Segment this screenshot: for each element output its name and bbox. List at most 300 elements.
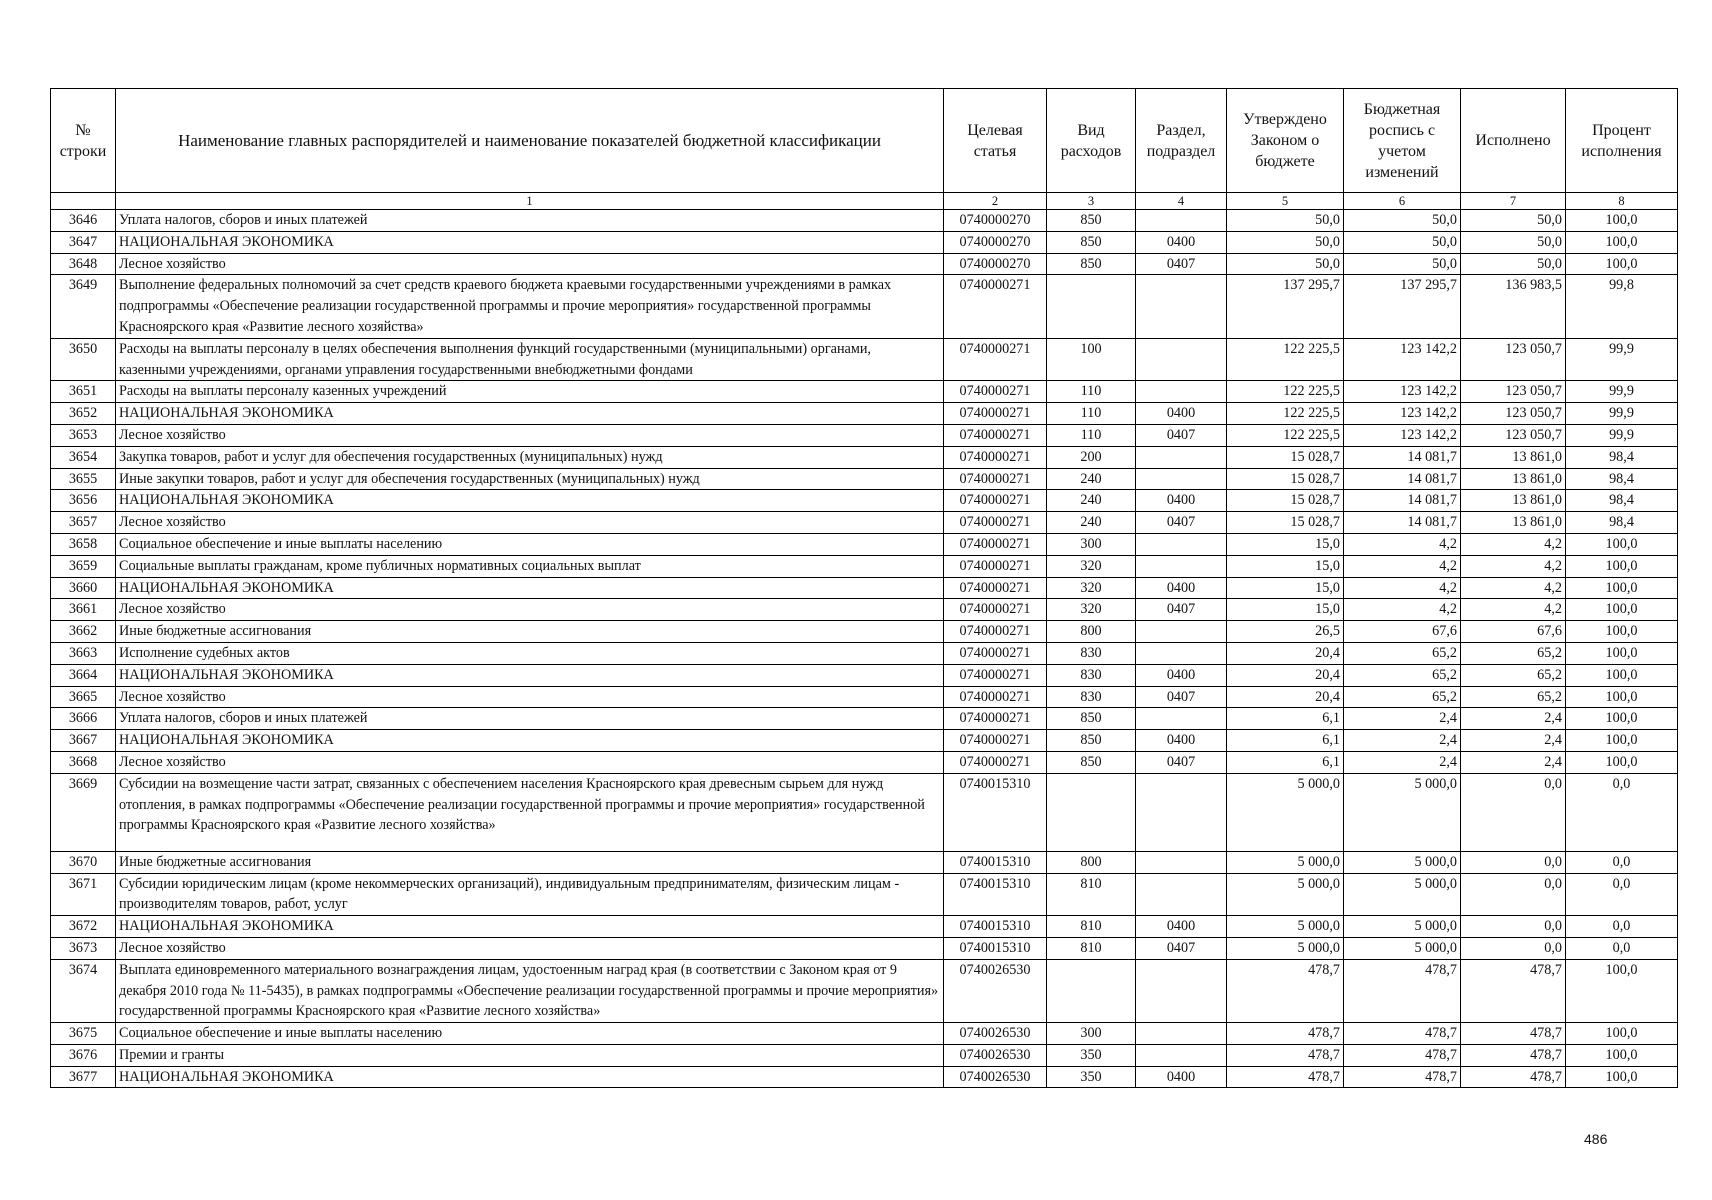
row-section: 0407 [1136, 512, 1227, 534]
row-target-article: 0740000271 [944, 642, 1047, 664]
row-percent: 100,0 [1566, 730, 1678, 752]
row-name: Лесное хозяйство [116, 686, 944, 708]
row-executed: 2,4 [1461, 730, 1566, 752]
row-section: 0400 [1136, 577, 1227, 599]
row-target-article: 0740015310 [944, 773, 1047, 851]
row-section: 0400 [1136, 490, 1227, 512]
row-target-article: 0740000271 [944, 730, 1047, 752]
row-number: 3651 [51, 381, 116, 403]
row-target-article: 0740000271 [944, 381, 1047, 403]
row-number: 3655 [51, 468, 116, 490]
table-row [51, 937, 1678, 959]
row-approved: 5 000,0 [1227, 773, 1344, 851]
row-section [1136, 381, 1227, 403]
row-number: 3661 [51, 599, 116, 621]
row-expense-kind: 320 [1047, 577, 1136, 599]
row-section [1136, 338, 1227, 381]
row-target-article: 0740000271 [944, 599, 1047, 621]
row-executed: 50,0 [1461, 253, 1566, 275]
row-name: Иные бюджетные ассигнования [116, 851, 944, 873]
column-number: 3 [1047, 193, 1136, 210]
row-percent: 99,9 [1566, 424, 1678, 446]
row-name: Выплата единовременного материального вознаграждения лицам, удостоенным наград края (в соответствии с Законом края от 9 декабря 2010 года № 11-5435), в рамках подпрограммы «Обеспечение реализации государственной программы и прочие мероприятия» государственной программы Красноярского края «Развитие лесного хозяйства» [116, 959, 944, 1022]
row-budget: 4,2 [1344, 555, 1461, 577]
row-number: 3666 [51, 708, 116, 730]
row-target-article: 0740000270 [944, 231, 1047, 253]
row-expense-kind: 850 [1047, 253, 1136, 275]
row-expense-kind: 110 [1047, 424, 1136, 446]
row-percent: 100,0 [1566, 577, 1678, 599]
row-name: НАЦИОНАЛЬНАЯ ЭКОНОМИКА [116, 490, 944, 512]
row-executed: 123 050,7 [1461, 403, 1566, 425]
row-section [1136, 555, 1227, 577]
row-target-article: 0740026530 [944, 1066, 1047, 1088]
row-percent: 100,0 [1566, 959, 1678, 1022]
table-row [51, 642, 1678, 664]
row-name: Выполнение федеральных полномочий за счет средств краевого бюджета краевыми государственными учреждениями в рамках подпрограммы «Обеспечение реализации государственной программы и прочие мероприятия» государственной программы Красноярского края «Развитие лесного хозяйства» [116, 275, 944, 338]
row-expense-kind: 800 [1047, 851, 1136, 873]
column-number: 7 [1461, 193, 1566, 210]
row-approved: 20,4 [1227, 686, 1344, 708]
row-budget: 137 295,7 [1344, 275, 1461, 338]
row-budget: 4,2 [1344, 599, 1461, 621]
table-row [51, 403, 1678, 425]
row-number: 3662 [51, 621, 116, 643]
row-expense-kind: 240 [1047, 490, 1136, 512]
row-approved: 478,7 [1227, 1023, 1344, 1045]
row-expense-kind: 300 [1047, 1023, 1136, 1045]
row-approved: 15,0 [1227, 555, 1344, 577]
row-expense-kind: 850 [1047, 231, 1136, 253]
row-target-article: 0740000271 [944, 708, 1047, 730]
row-approved: 20,4 [1227, 642, 1344, 664]
table-row [51, 446, 1678, 468]
row-percent: 99,9 [1566, 403, 1678, 425]
row-name: Лесное хозяйство [116, 512, 944, 534]
row-expense-kind: 350 [1047, 1044, 1136, 1066]
row-executed: 4,2 [1461, 577, 1566, 599]
row-approved: 122 225,5 [1227, 403, 1344, 425]
row-name: НАЦИОНАЛЬНАЯ ЭКОНОМИКА [116, 1066, 944, 1088]
row-section [1136, 621, 1227, 643]
row-target-article: 0740000271 [944, 275, 1047, 338]
row-expense-kind: 350 [1047, 1066, 1136, 1088]
row-budget: 4,2 [1344, 577, 1461, 599]
row-executed: 136 983,5 [1461, 275, 1566, 338]
row-approved: 5 000,0 [1227, 873, 1344, 916]
row-name: Закупка товаров, работ и услуг для обеспечения государственных (муниципальных) нужд [116, 446, 944, 468]
row-expense-kind: 850 [1047, 708, 1136, 730]
row-executed: 13 861,0 [1461, 490, 1566, 512]
row-budget: 123 142,2 [1344, 381, 1461, 403]
row-target-article: 0740000271 [944, 338, 1047, 381]
row-target-article: 0740000271 [944, 686, 1047, 708]
row-name: Лесное хозяйство [116, 424, 944, 446]
row-target-article: 0740000271 [944, 512, 1047, 534]
row-section: 0400 [1136, 730, 1227, 752]
row-section: 0407 [1136, 937, 1227, 959]
row-budget: 5 000,0 [1344, 937, 1461, 959]
row-name: НАЦИОНАЛЬНАЯ ЭКОНОМИКА [116, 916, 944, 938]
row-number: 3659 [51, 555, 116, 577]
row-approved: 478,7 [1227, 959, 1344, 1022]
row-section [1136, 642, 1227, 664]
row-target-article: 0740000271 [944, 490, 1047, 512]
row-approved: 15,0 [1227, 599, 1344, 621]
column-number: 6 [1344, 193, 1461, 210]
row-percent: 98,4 [1566, 468, 1678, 490]
table-row [51, 1044, 1678, 1066]
table-row [51, 1066, 1678, 1088]
row-approved: 15 028,7 [1227, 446, 1344, 468]
row-expense-kind: 110 [1047, 381, 1136, 403]
row-budget: 50,0 [1344, 253, 1461, 275]
column-number: 2 [944, 193, 1047, 210]
row-executed: 4,2 [1461, 533, 1566, 555]
header-row-no: № строки [51, 89, 116, 193]
row-budget: 478,7 [1344, 959, 1461, 1022]
row-approved: 15 028,7 [1227, 512, 1344, 534]
row-percent: 0,0 [1566, 873, 1678, 916]
row-budget: 65,2 [1344, 642, 1461, 664]
row-target-article: 0740000271 [944, 446, 1047, 468]
row-approved: 5 000,0 [1227, 937, 1344, 959]
row-target-article: 0740000271 [944, 555, 1047, 577]
row-expense-kind: 850 [1047, 751, 1136, 773]
row-expense-kind: 830 [1047, 686, 1136, 708]
row-name: Уплата налогов, сборов и иных платежей [116, 210, 944, 232]
header-kind: Вид расходов [1047, 89, 1136, 193]
row-name: Субсидии на возмещение части затрат, связанных с обеспечением населения Красноярского края древесным сырьем для нужд отопления, в рамках подпрограммы «Обеспечение реализации государственной программы и прочие мероприятия» государственной программы Красноярского края «Развитие лесного хозяйства» [116, 773, 944, 851]
row-name: Премии и гранты [116, 1044, 944, 1066]
row-target-article: 0740000271 [944, 403, 1047, 425]
row-name: Субсидии юридическим лицам (кроме некоммерческих организаций), индивидуальным предпринимателям, физическим лицам - производителям товаров, работ, услуг [116, 873, 944, 916]
row-percent: 98,4 [1566, 512, 1678, 534]
row-number: 3668 [51, 751, 116, 773]
header-percent: Процент исполнения [1566, 89, 1678, 193]
row-number: 3649 [51, 275, 116, 338]
row-percent: 0,0 [1566, 773, 1678, 851]
row-executed: 50,0 [1461, 231, 1566, 253]
row-executed: 0,0 [1461, 873, 1566, 916]
row-executed: 478,7 [1461, 1023, 1566, 1045]
row-percent: 100,0 [1566, 1044, 1678, 1066]
row-expense-kind: 830 [1047, 664, 1136, 686]
row-expense-kind: 100 [1047, 338, 1136, 381]
row-name: НАЦИОНАЛЬНАЯ ЭКОНОМИКА [116, 577, 944, 599]
table-row [51, 275, 1678, 338]
row-expense-kind: 200 [1047, 446, 1136, 468]
row-name: НАЦИОНАЛЬНАЯ ЭКОНОМИКА [116, 231, 944, 253]
row-percent: 100,0 [1566, 708, 1678, 730]
row-number: 3675 [51, 1023, 116, 1045]
column-number-row [51, 193, 1678, 210]
row-number: 3653 [51, 424, 116, 446]
row-percent: 100,0 [1566, 751, 1678, 773]
row-executed: 50,0 [1461, 210, 1566, 232]
table-row [51, 664, 1678, 686]
row-percent: 0,0 [1566, 916, 1678, 938]
table-row [51, 338, 1678, 381]
header-row [51, 89, 1678, 193]
table-row [51, 851, 1678, 873]
table-row [51, 751, 1678, 773]
row-percent: 99,8 [1566, 275, 1678, 338]
row-executed: 65,2 [1461, 686, 1566, 708]
table-row [51, 621, 1678, 643]
row-number: 3654 [51, 446, 116, 468]
table-row [51, 773, 1678, 851]
row-target-article: 0740000271 [944, 533, 1047, 555]
row-approved: 6,1 [1227, 730, 1344, 752]
row-number: 3664 [51, 664, 116, 686]
row-section: 0400 [1136, 664, 1227, 686]
row-budget: 5 000,0 [1344, 773, 1461, 851]
row-budget: 67,6 [1344, 621, 1461, 643]
row-approved: 15,0 [1227, 577, 1344, 599]
row-name: Уплата налогов, сборов и иных платежей [116, 708, 944, 730]
header-section: Раздел, подраздел [1136, 89, 1227, 193]
row-percent: 100,0 [1566, 1023, 1678, 1045]
row-budget: 65,2 [1344, 664, 1461, 686]
column-number [51, 193, 116, 210]
row-budget: 2,4 [1344, 751, 1461, 773]
row-expense-kind: 800 [1047, 621, 1136, 643]
table-row [51, 490, 1678, 512]
row-name: Социальное обеспечение и иные выплаты населению [116, 533, 944, 555]
row-target-article: 0740000271 [944, 577, 1047, 599]
table-row [51, 533, 1678, 555]
row-approved: 5 000,0 [1227, 916, 1344, 938]
row-number: 3650 [51, 338, 116, 381]
row-section [1136, 533, 1227, 555]
row-target-article: 0740026530 [944, 1023, 1047, 1045]
table-row [51, 555, 1678, 577]
table-row [51, 577, 1678, 599]
table-header [51, 89, 1678, 210]
row-percent: 100,0 [1566, 642, 1678, 664]
row-executed: 478,7 [1461, 1066, 1566, 1088]
row-name: НАЦИОНАЛЬНАЯ ЭКОНОМИКА [116, 403, 944, 425]
row-expense-kind: 810 [1047, 916, 1136, 938]
row-percent: 98,4 [1566, 490, 1678, 512]
row-executed: 13 861,0 [1461, 512, 1566, 534]
header-budget: Бюджетная роспись с учетом изменений [1344, 89, 1461, 193]
table-row [51, 708, 1678, 730]
column-number: 1 [116, 193, 944, 210]
row-target-article: 0740000271 [944, 468, 1047, 490]
header-target: Целевая статья [944, 89, 1047, 193]
row-executed: 65,2 [1461, 642, 1566, 664]
row-expense-kind: 300 [1047, 533, 1136, 555]
row-section: 0407 [1136, 599, 1227, 621]
row-name: Лесное хозяйство [116, 937, 944, 959]
row-budget: 14 081,7 [1344, 468, 1461, 490]
row-expense-kind [1047, 275, 1136, 338]
row-name: Социальное обеспечение и иные выплаты населению [116, 1023, 944, 1045]
row-section [1136, 959, 1227, 1022]
row-section: 0400 [1136, 231, 1227, 253]
row-approved: 50,0 [1227, 253, 1344, 275]
row-expense-kind: 850 [1047, 210, 1136, 232]
header-approved: Утверждено Законом о бюджете [1227, 89, 1344, 193]
row-approved: 137 295,7 [1227, 275, 1344, 338]
row-section [1136, 708, 1227, 730]
row-executed: 67,6 [1461, 621, 1566, 643]
row-approved: 26,5 [1227, 621, 1344, 643]
row-name: Исполнение судебных актов [116, 642, 944, 664]
row-percent: 100,0 [1566, 231, 1678, 253]
row-section: 0400 [1136, 1066, 1227, 1088]
row-number: 3676 [51, 1044, 116, 1066]
row-number: 3663 [51, 642, 116, 664]
page-number: 486 [1584, 1131, 1608, 1147]
row-name: Расходы на выплаты персоналу в целях обеспечения выполнения функций государственными (муниципальными) органами, казенными учреждениями, органами управления государственными внебюджетными фондами [116, 338, 944, 381]
row-executed: 0,0 [1461, 773, 1566, 851]
row-target-article: 0740000270 [944, 253, 1047, 275]
table-row [51, 210, 1678, 232]
row-approved: 15,0 [1227, 533, 1344, 555]
row-name: НАЦИОНАЛЬНАЯ ЭКОНОМИКА [116, 730, 944, 752]
row-target-article: 0740026530 [944, 1044, 1047, 1066]
row-number: 3648 [51, 253, 116, 275]
row-section: 0407 [1136, 751, 1227, 773]
row-expense-kind: 810 [1047, 937, 1136, 959]
row-section: 0407 [1136, 686, 1227, 708]
table-row [51, 253, 1678, 275]
row-target-article: 0740000271 [944, 621, 1047, 643]
row-number: 3646 [51, 210, 116, 232]
row-target-article: 0740015310 [944, 851, 1047, 873]
row-budget: 5 000,0 [1344, 851, 1461, 873]
row-budget: 478,7 [1344, 1044, 1461, 1066]
row-budget: 4,2 [1344, 533, 1461, 555]
row-name: Лесное хозяйство [116, 599, 944, 621]
row-name: Лесное хозяйство [116, 751, 944, 773]
row-budget: 14 081,7 [1344, 512, 1461, 534]
row-percent: 100,0 [1566, 621, 1678, 643]
row-number: 3660 [51, 577, 116, 599]
row-number: 3667 [51, 730, 116, 752]
row-expense-kind: 830 [1047, 642, 1136, 664]
row-name: Иные бюджетные ассигнования [116, 621, 944, 643]
row-percent: 100,0 [1566, 533, 1678, 555]
column-number: 5 [1227, 193, 1344, 210]
row-percent: 0,0 [1566, 851, 1678, 873]
row-budget: 123 142,2 [1344, 338, 1461, 381]
row-target-article: 0740000270 [944, 210, 1047, 232]
row-number: 3647 [51, 231, 116, 253]
row-number: 3658 [51, 533, 116, 555]
row-budget: 2,4 [1344, 708, 1461, 730]
row-percent: 100,0 [1566, 210, 1678, 232]
row-target-article: 0740015310 [944, 916, 1047, 938]
row-budget: 50,0 [1344, 231, 1461, 253]
row-budget: 5 000,0 [1344, 916, 1461, 938]
row-executed: 4,2 [1461, 555, 1566, 577]
row-percent: 100,0 [1566, 599, 1678, 621]
row-expense-kind: 810 [1047, 873, 1136, 916]
row-budget: 14 081,7 [1344, 446, 1461, 468]
row-approved: 20,4 [1227, 664, 1344, 686]
row-number: 3652 [51, 403, 116, 425]
row-number: 3672 [51, 916, 116, 938]
column-number: 4 [1136, 193, 1227, 210]
row-number: 3673 [51, 937, 116, 959]
column-number: 8 [1566, 193, 1678, 210]
row-section [1136, 210, 1227, 232]
row-target-article: 0740015310 [944, 937, 1047, 959]
row-section [1136, 773, 1227, 851]
row-percent: 99,9 [1566, 381, 1678, 403]
row-expense-kind: 240 [1047, 468, 1136, 490]
row-percent: 100,0 [1566, 686, 1678, 708]
row-section: 0407 [1136, 253, 1227, 275]
row-executed: 0,0 [1461, 851, 1566, 873]
row-target-article: 0740000271 [944, 424, 1047, 446]
row-executed: 65,2 [1461, 664, 1566, 686]
row-expense-kind: 850 [1047, 730, 1136, 752]
row-executed: 478,7 [1461, 959, 1566, 1022]
row-expense-kind: 240 [1047, 512, 1136, 534]
row-approved: 15 028,7 [1227, 490, 1344, 512]
row-approved: 122 225,5 [1227, 424, 1344, 446]
row-budget: 2,4 [1344, 730, 1461, 752]
row-expense-kind: 320 [1047, 599, 1136, 621]
table-row [51, 959, 1678, 1022]
table-row [51, 1023, 1678, 1045]
row-name: НАЦИОНАЛЬНАЯ ЭКОНОМИКА [116, 664, 944, 686]
row-target-article: 0740000271 [944, 664, 1047, 686]
row-executed: 123 050,7 [1461, 381, 1566, 403]
row-executed: 478,7 [1461, 1044, 1566, 1066]
row-section [1136, 468, 1227, 490]
row-percent: 0,0 [1566, 937, 1678, 959]
row-budget: 65,2 [1344, 686, 1461, 708]
row-expense-kind: 320 [1047, 555, 1136, 577]
row-number: 3669 [51, 773, 116, 851]
table-row [51, 424, 1678, 446]
row-executed: 123 050,7 [1461, 424, 1566, 446]
row-executed: 0,0 [1461, 916, 1566, 938]
row-expense-kind: 110 [1047, 403, 1136, 425]
row-approved: 478,7 [1227, 1066, 1344, 1088]
row-percent: 99,9 [1566, 338, 1678, 381]
table-body [51, 210, 1678, 1088]
row-section [1136, 446, 1227, 468]
table-row [51, 231, 1678, 253]
row-section: 0400 [1136, 916, 1227, 938]
table-row [51, 468, 1678, 490]
row-executed: 13 861,0 [1461, 446, 1566, 468]
row-percent: 100,0 [1566, 664, 1678, 686]
row-expense-kind [1047, 773, 1136, 851]
row-budget: 123 142,2 [1344, 403, 1461, 425]
row-approved: 122 225,5 [1227, 381, 1344, 403]
row-budget: 14 081,7 [1344, 490, 1461, 512]
table-row [51, 916, 1678, 938]
row-approved: 5 000,0 [1227, 851, 1344, 873]
row-approved: 122 225,5 [1227, 338, 1344, 381]
row-number: 3656 [51, 490, 116, 512]
row-percent: 100,0 [1566, 1066, 1678, 1088]
row-number: 3674 [51, 959, 116, 1022]
row-executed: 4,2 [1461, 599, 1566, 621]
row-number: 3657 [51, 512, 116, 534]
row-executed: 0,0 [1461, 937, 1566, 959]
row-name: Социальные выплаты гражданам, кроме публичных нормативных социальных выплат [116, 555, 944, 577]
row-budget: 478,7 [1344, 1023, 1461, 1045]
